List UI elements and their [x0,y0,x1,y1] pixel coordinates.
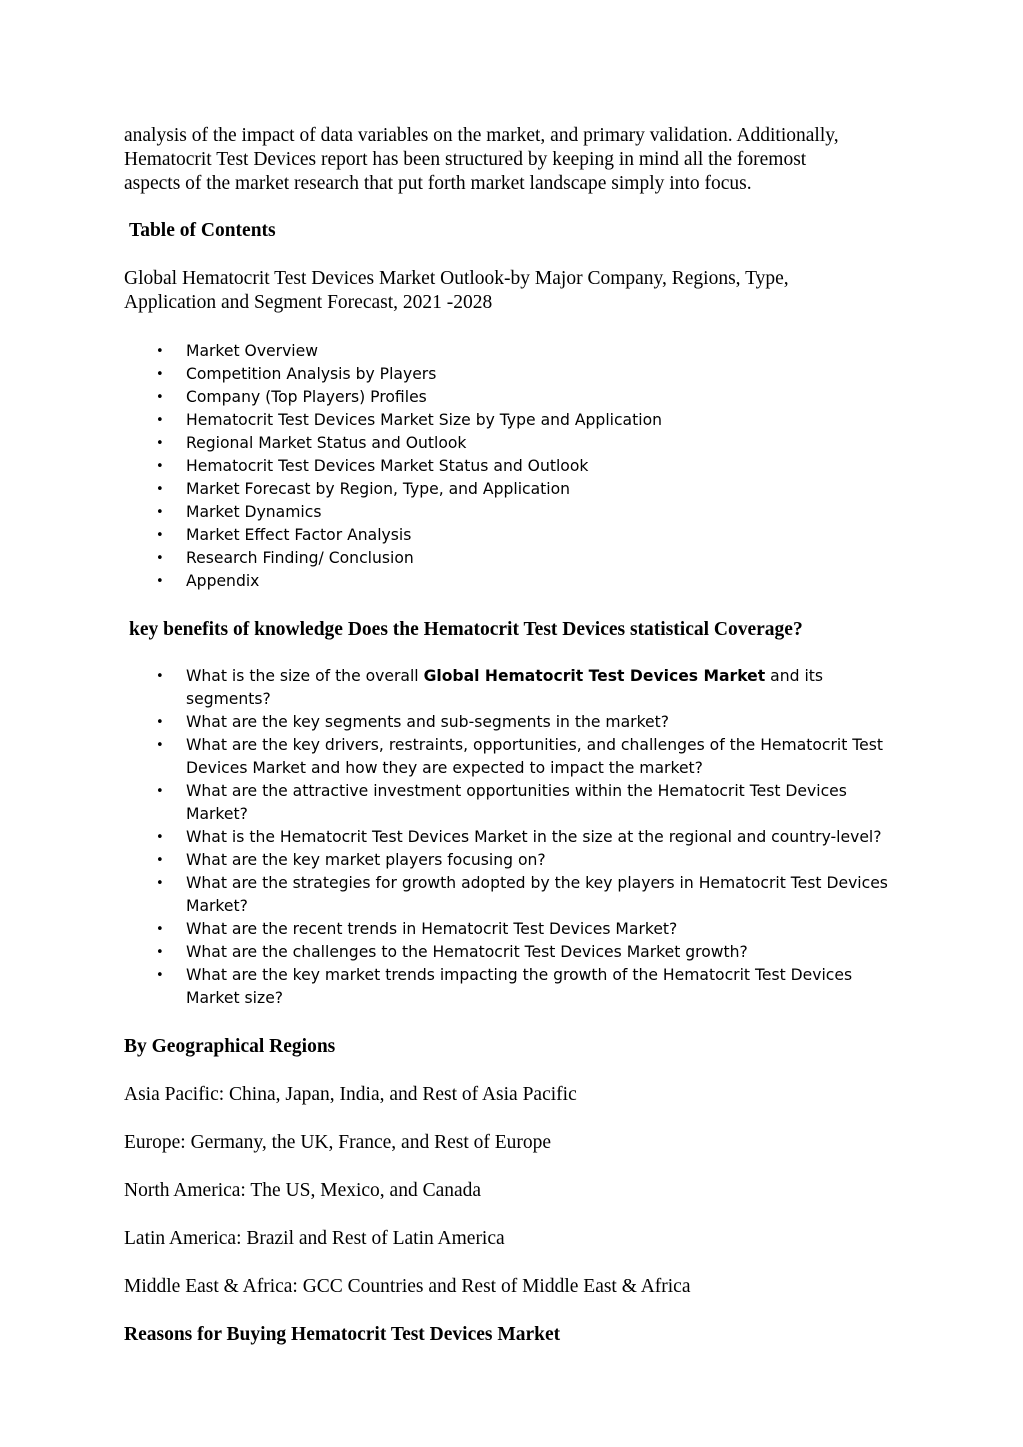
benefit-text: What are the key drivers, restraints, opportunities, and challenges of the Hematocrit Test [186,736,884,754]
list-item [156,478,894,501]
bullet-icon: • [156,853,164,868]
bullet-icon: • [156,968,164,983]
benefit-text: Market size? [186,989,284,1007]
list-item [156,941,894,964]
toc-heading: Table of Contents [129,220,276,241]
bullet-icon: • [156,738,164,753]
bullet-icon: • [156,390,164,405]
list-item [156,409,894,432]
benefit-text: What is the size of the overall [186,667,424,685]
bullet-icon: • [156,784,164,799]
benefit-text: Market? [186,897,248,915]
toc-title [124,267,894,315]
toc-item-label: Market Forecast by Region, Type, and Application [186,480,571,498]
reasons-heading: Reasons for Buying Hematocrit Test Devices Market [124,1324,561,1345]
benefit-text: What are the recent trends in Hematocrit Test Devices Market? [186,920,678,938]
toc-item-label: Market Effect Factor Analysis [186,526,412,544]
region-line: Latin America: Brazil and Rest of Latin America [124,1228,505,1249]
toc-item-label: Company (Top Players) Profiles [186,388,427,406]
list-item [156,780,894,826]
toc-item-label: Research Finding/ Conclusion [186,549,414,567]
toc-item-label: Hematocrit Test Devices Market Size by Type and Application [186,411,662,429]
toc-item-label: Hematocrit Test Devices Market Status and Outlook [186,457,589,475]
toc-item-label: Market Dynamics [186,503,322,521]
toc-title-line: Application and Segment Forecast, 2021 -2028 [124,292,493,313]
intro-line: Hematocrit Test Devices report has been structured by keeping in mind all the foremost [124,149,807,170]
benefit-text: What are the key market trends impacting the growth of the Hematocrit Test Devices [186,966,853,984]
bullet-icon: • [156,669,164,684]
list-item [156,872,894,918]
list-item [156,734,894,780]
benefit-text: What are the key segments and sub-segments in the market? [186,713,670,731]
region-line: Middle East & Africa: GCC Countries and Rest of Middle East & Africa [124,1276,691,1297]
region-line: Asia Pacific: China, Japan, India, and Rest of Asia Pacific [124,1084,577,1105]
intro-line: analysis of the impact of data variables on the market, and primary validation. Additionally, [124,125,839,146]
list-item [156,665,894,711]
benefit-text: and its segments? [186,667,824,708]
benefit-text: What are the strategies for growth adopted by the key players in Hematocrit Test Devices [186,874,888,892]
bullet-icon: • [156,482,164,497]
bullet-icon: • [156,436,164,451]
bullet-icon: • [156,715,164,730]
bullet-icon: • [156,344,164,359]
list-item [156,918,894,941]
list-item [156,501,894,524]
benefit-text: What is the Hematocrit Test Devices Market in the size at the regional and country-level? [186,828,882,846]
intro-paragraph [124,124,894,196]
benefit-text: What are the key market players focusing on? [186,851,546,869]
toc-list [124,340,894,593]
benefits-list [124,665,894,1010]
regions-heading: By Geographical Regions [124,1036,336,1057]
document-page [124,124,894,1347]
toc-item-label: Regional Market Status and Outlook [186,434,467,452]
region-line: North America: The US, Mexico, and Canada [124,1180,482,1201]
benefit-text: Devices Market and how they are expected to impact the market? [186,759,703,777]
intro-line: aspects of the market research that put forth market landscape simply into focus. [124,173,752,194]
bullet-icon: • [156,922,164,937]
bullet-icon: • [156,830,164,845]
bullet-icon: • [156,459,164,474]
benefit-emphasis: Global Hematocrit Test Devices Market [423,667,766,685]
benefit-text: What are the attractive investment opportunities within the Hematocrit Test Devices [186,782,847,800]
region-line: Europe: Germany, the UK, France, and Rest of Europe [124,1132,552,1153]
toc-item-label: Appendix [186,572,260,590]
bullet-icon: • [156,876,164,891]
benefits-heading: key benefits of knowledge Does the Hematocrit Test Devices statistical Coverage? [129,619,803,640]
list-item [156,432,894,455]
toc-item-label: Market Overview [186,342,318,360]
benefit-text: Market? [186,805,248,823]
bullet-icon: • [156,413,164,428]
bullet-icon: • [156,574,164,589]
list-item [156,826,894,849]
bullet-icon: • [156,945,164,960]
list-item [156,849,894,872]
bullet-icon: • [156,551,164,566]
list-item [156,547,894,570]
list-item [156,455,894,478]
list-item [156,570,894,593]
list-item [156,964,894,1010]
list-item [156,386,894,409]
list-item [156,340,894,363]
benefit-text: What are the challenges to the Hematocrit Test Devices Market growth? [186,943,748,961]
list-item [156,363,894,386]
list-item [156,711,894,734]
bullet-icon: • [156,367,164,382]
bullet-icon: • [156,505,164,520]
bullet-icon: • [156,528,164,543]
toc-item-label: Competition Analysis by Players [186,365,437,383]
list-item [156,524,894,547]
toc-title-line: Global Hematocrit Test Devices Market Outlook-by Major Company, Regions, Type, [124,268,789,289]
